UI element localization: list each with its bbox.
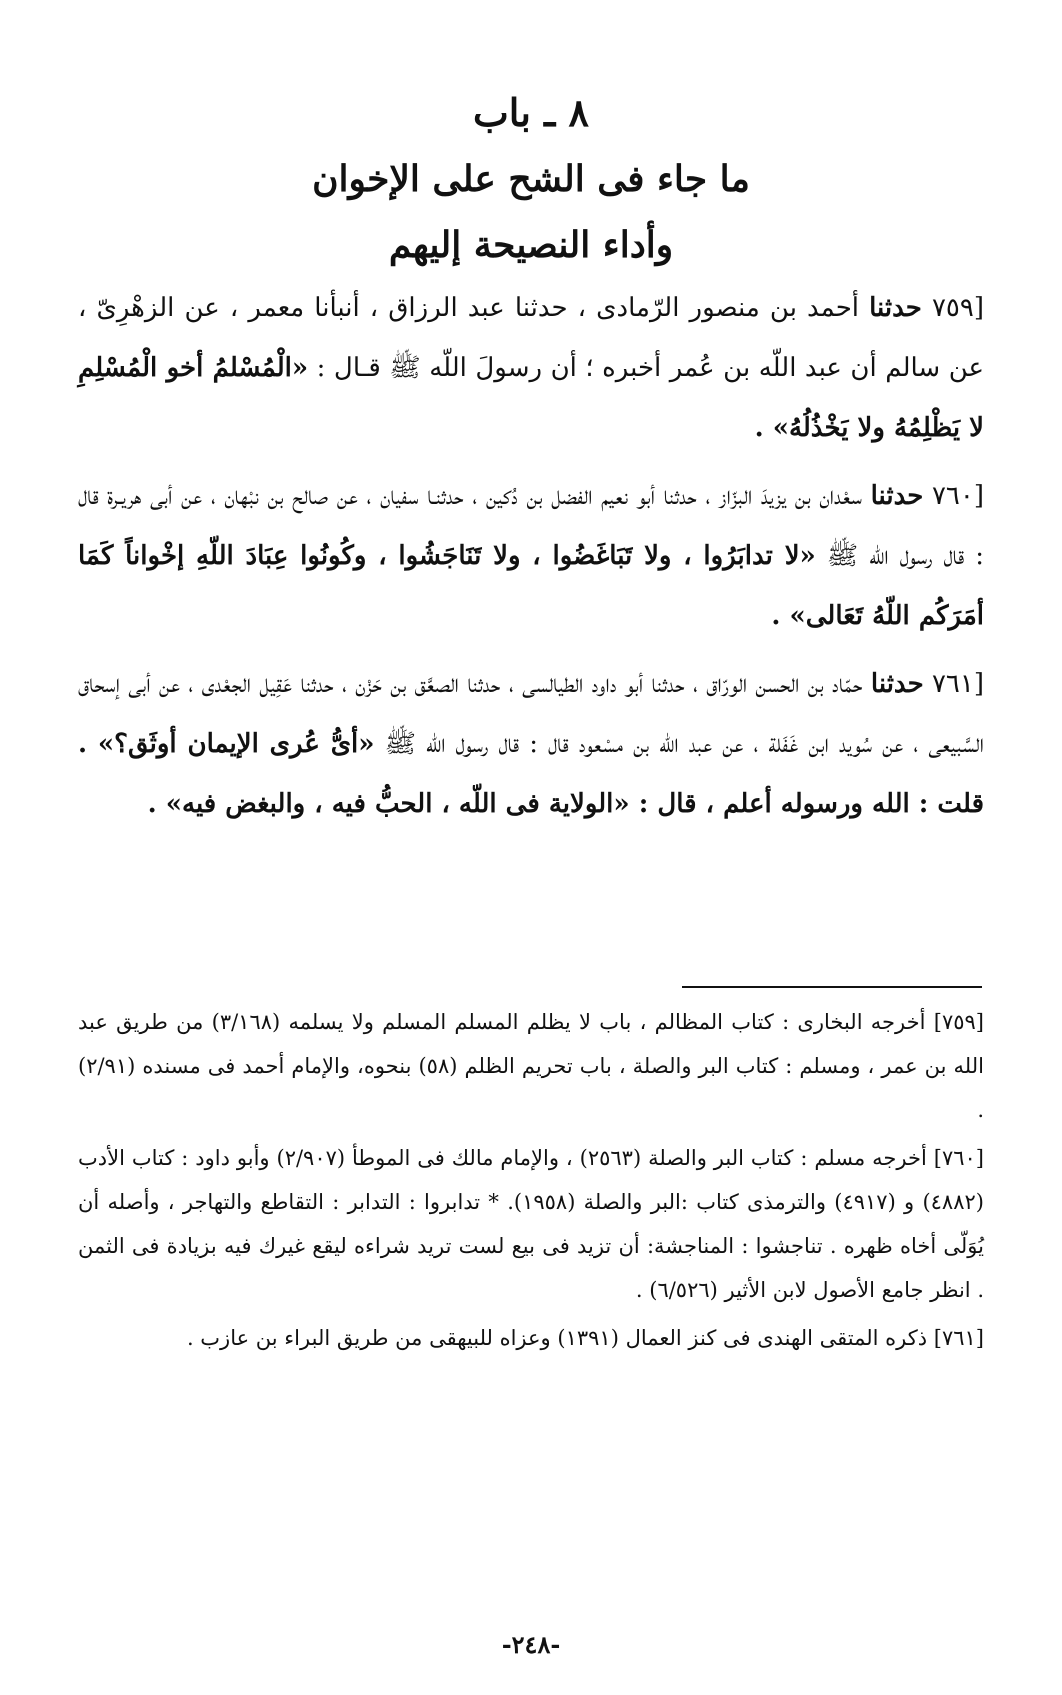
footnote — [78, 1000, 984, 1132]
hadith-chain: سعْدان بن يزيدَ البزّاز ، حدثنا أبو نعيم الفضل بن دُكين ، حدثنـا سفيان ، عن صالح بن نبْهان ، عن أبى هريـرة قال : قال رسول اللّه ﷺ — [78, 481, 985, 571]
hadith-number: [٧٦١ — [931, 669, 985, 699]
footnote-divider — [682, 986, 982, 988]
footnote-text: ذكره المتقى الهندى فى كنز العمال (١٣٩١) وعزاه للبيهقى من طريق البراء بن عازب . — [186, 1326, 928, 1350]
chapter-title-line-2: وأداء النصيحة إليهم — [388, 224, 674, 266]
hadith-text: «لا تدابَرُوا ، ولا تَبَاغَضُوا ، ولا تَنَاجَشُوا ، وكُونُوا عِبَادَ اللّهِ إخْواناً كَمَا أمَرَكُم اللّهُ تَعَالى» . — [78, 541, 984, 631]
footnote — [78, 1136, 984, 1312]
hadith-number: [٧٥٩ — [931, 293, 984, 323]
footnote-text: أخرجه مسلم : كتاب البر والصلة (٢٥٦٣) ، والإمام مالك فى الموطأ (٢/٩٠٧) وأبو داود : كتاب الأدب (٤٨٨٢) و (٤٩١٧) والترمذى كتاب :البر والصلة (١٩٥٨). * تدابروا : التدابر : التقاطع والتهاجر ، وأصله أن يُوَلّى أخاه ظهره . تناجشوا : المناجشة: أن تزيد فى بيع لست تريد شراءه ليقع غيرك فيه بزيادة فى الثمن . انظر جامع الأصول لابن الأثير (٦/٥٢٦) . — [78, 1146, 984, 1302]
main-text — [78, 278, 984, 842]
footnotes — [78, 1000, 984, 1364]
hadith-text: «أىُّ عُرى الإيمان أوثَق؟» . قلت : الله ورسوله أعلم ، قال : «الولاية فى اللّه ، الحبُّ فيه ، والبغض فيه» . — [78, 729, 984, 819]
page-number: -٢٤٨- — [501, 1630, 561, 1659]
footnote-number: [٧٦١] — [933, 1326, 984, 1350]
footnote — [78, 1316, 984, 1360]
hadith-chain: حمّاد بن الحسن الورّاق ، حدثنا أبو داود الطيالسى ، حدثنا الصعَّق بن حَزْن ، حدثنا عَقِيل الجعْدى ، عن أبى إسحاق السَّبيعى ، عن سُويد ابن غَفَلة ، عن عبد اللّه بن مسْعود قال : قال رسول اللّه ﷺ — [78, 669, 984, 759]
footnote-number: [٧٥٩] — [933, 1010, 984, 1034]
hadith-lead-word: حدثنا — [869, 293, 922, 323]
hadith-paragraph — [78, 466, 984, 646]
chapter-title-line-1: ما جاء فى الشح على الإخوان — [312, 158, 750, 200]
hadith-chain: أحمد بن منصور الرّمادى ، حدثنا عبد الرزاق ، أنبأنا معمر ، عن الزهْرِىّ ، عن سالم أن عبد اللّه بن عُمر أخبره ؛ أن رسولَ اللّه ﷺ قـال : — [78, 293, 985, 383]
hadith-number: [٧٦٠ — [931, 481, 985, 511]
footnote-number: [٧٦٠] — [933, 1146, 984, 1170]
footnote-text: أخرجه البخارى : كتاب المظالم ، باب لا يظلم المسلم المسلم ولا يسلمه (٣/١٦٨) من طريق عبد الله بن عمر ، ومسلم : كتاب البر والصلة ، باب تحريم الظلم (٥٨) بنحوه، والإمام أحمد فى مسنده (٢/٩١) . — [78, 1010, 984, 1122]
chapter-heading: ٨ ـ باب — [473, 90, 589, 135]
hadith-lead-word: حدثنا — [870, 481, 924, 511]
hadith-lead-word: حدثنا — [870, 669, 924, 699]
hadith-paragraph — [78, 654, 984, 834]
hadith-paragraph — [78, 278, 984, 458]
hadith-text: «الْمُسْلمُ أخو الْمُسْلِمِ لا يَظْلِمُهُ ولا يَخْذُلُهُ» . — [78, 353, 984, 443]
